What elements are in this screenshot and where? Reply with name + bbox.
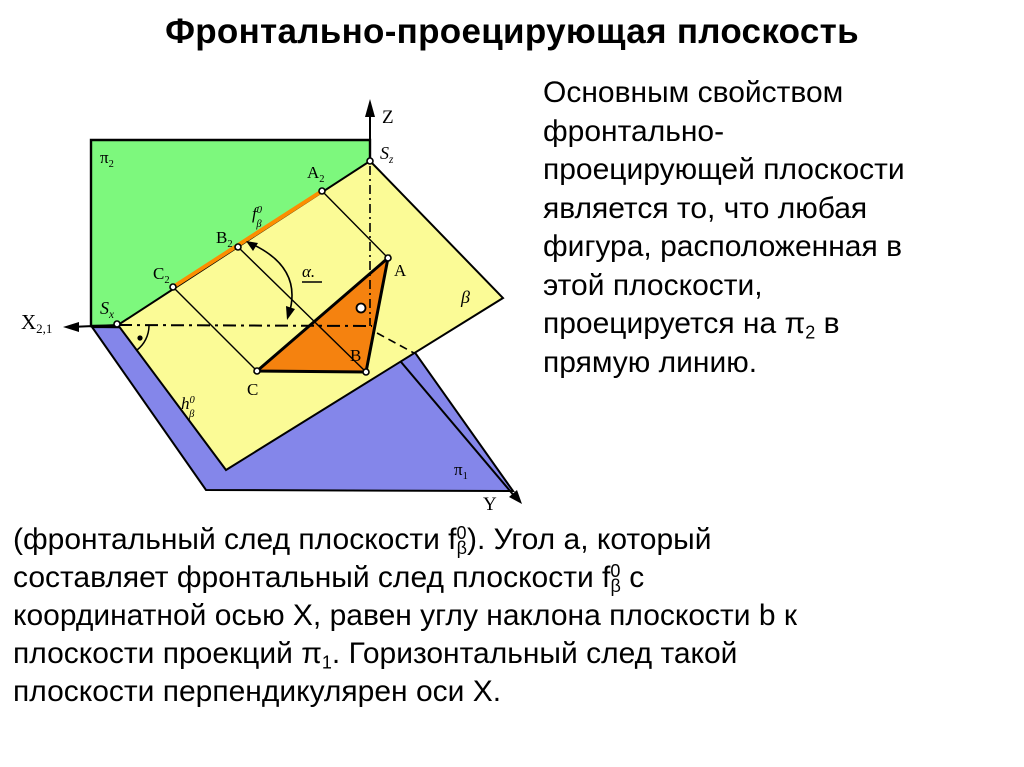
page-title: Фронтально-проецирующая плоскость: [165, 12, 859, 51]
point-o: [357, 304, 366, 313]
point-a2: [319, 188, 325, 194]
label-a-part: A: [394, 261, 407, 280]
label-c2-part: 2: [164, 275, 170, 286]
label-b-part: B: [350, 346, 362, 365]
point-sz: [367, 158, 373, 164]
label-pi1-part: 1: [462, 471, 468, 482]
label-axis-x-part: X: [21, 310, 37, 334]
text-line: прямую линию.: [543, 345, 758, 379]
label-sx-part: S: [100, 298, 109, 318]
text-line: плоскости проекций $\pi_1$. Горизонтальный след такой: [13, 637, 738, 673]
label-axis-z: [382, 107, 394, 128]
label-b2-part: 2: [227, 239, 233, 250]
label-h0b-part: h: [181, 394, 190, 413]
text-line: фронтально-: [543, 114, 725, 148]
label-beta: [460, 287, 470, 307]
label-sz-part: z: [389, 154, 394, 166]
text-line: (фронтальный след плоскости $f^0_\beta$). Угол a, который: [13, 523, 712, 559]
label-a2-part: A: [307, 163, 320, 182]
label-a2-part: 2: [319, 174, 325, 185]
label-a: [394, 261, 407, 280]
sx-angle-dot: [137, 335, 142, 340]
trace-text-block: [13, 521, 797, 711]
label-axis-x: [21, 310, 52, 336]
point-c2: [170, 284, 176, 290]
label-pi2-part: π: [100, 148, 109, 167]
text-line: проецируется на $\pi_2$ в: [543, 307, 840, 343]
label-sz: [380, 143, 394, 166]
text-line: фигура, расположенная в: [543, 230, 903, 263]
point-a: [385, 255, 391, 261]
label-alpha-part: α.: [302, 262, 316, 281]
point-b2: [235, 244, 241, 250]
label-b: [350, 346, 361, 365]
point-b: [363, 369, 369, 375]
label-axis-y-part: Y: [483, 494, 497, 515]
label-pi2-part: 2: [108, 159, 114, 170]
label-c: [247, 380, 258, 399]
text-line: плоскости перпендикулярен оси X.: [13, 675, 502, 708]
text-line: проецирующей плоскости: [543, 153, 905, 186]
label-f0b-part: 0: [256, 205, 262, 216]
z-axis-arrowhead: [365, 99, 375, 117]
label-sz-part: S: [380, 143, 389, 163]
point-sx: [114, 321, 120, 327]
property-text-block: [543, 74, 905, 382]
label-axis-x-part: 2,1: [36, 321, 53, 336]
label-c-part: C: [247, 380, 259, 399]
text-line: этой плоскости,: [543, 268, 763, 302]
label-alpha: [302, 262, 315, 281]
text-line: Основным свойством: [543, 76, 844, 109]
label-f0b-part: f: [252, 204, 257, 223]
label-c2-part: C: [153, 264, 165, 283]
text-line: является то, что любая: [543, 191, 868, 225]
text-line: координатной осью X, равен углу наклона плоскости b к: [13, 599, 797, 632]
label-h0b-part: β: [189, 409, 195, 420]
label-f0b-part: β: [256, 219, 262, 230]
label-axis-y: [483, 494, 497, 515]
label-h0b-part: 0: [189, 395, 195, 406]
text-line: составляет фронтальный след плоскости $f^0_\beta$ с: [13, 561, 645, 597]
label-pi1-part: π: [454, 460, 463, 479]
point-c: [254, 368, 260, 374]
label-sx-part: x: [109, 309, 114, 321]
label-beta-part: β: [461, 287, 470, 307]
label-axis-z-part: Z: [382, 107, 394, 128]
label-b2-part: B: [216, 228, 228, 247]
x-axis-arrowhead: [63, 322, 79, 332]
